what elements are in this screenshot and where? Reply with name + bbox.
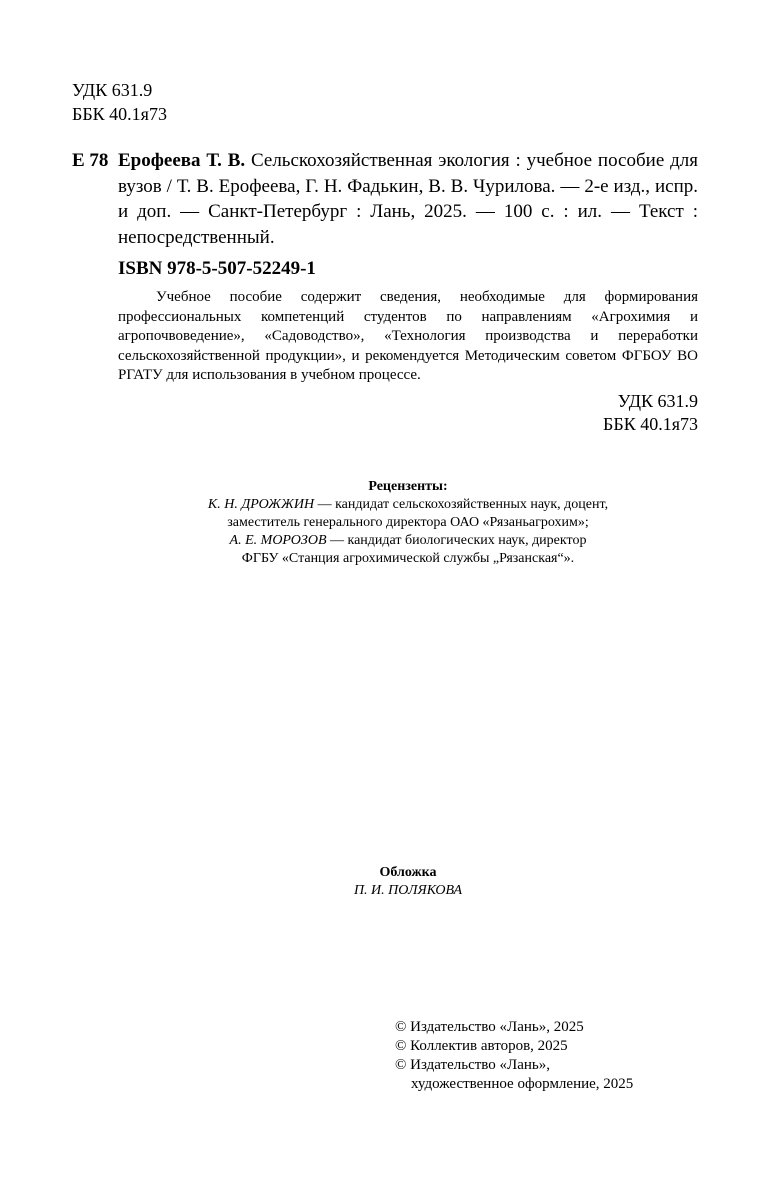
cover-title: Обложка	[379, 865, 437, 880]
copyright-line-3: © Издательство «Лань»,	[395, 1057, 550, 1073]
reviewer-2-desc: — кандидат биологических наук, директор	[326, 533, 587, 548]
classification-top	[72, 78, 167, 126]
bbk-code: ББК 40.1я73	[72, 104, 167, 124]
copyright-block	[395, 1018, 633, 1094]
classification-right	[498, 390, 698, 436]
annotation: Учебное пособие содержит сведения, необходимые для формирования профессиональных компетенций студентов по направлениям «Агрохимия и агропочвоведение», «Садоводство», «Технология производства и переработки сельскохозяйственной продукции», и рекомендуется Методическим советом ФГБОУ ВО РГАТУ для использования в учебном процессе.	[118, 289, 698, 383]
isbn: ISBN 978-5-507-52249-1	[118, 258, 316, 279]
author-name: Ерофеева Т. В.	[118, 150, 246, 171]
copyright-line-2: © Коллектив авторов, 2025	[395, 1038, 568, 1054]
udk-code-right: УДК 631.9	[617, 391, 698, 411]
reviewer-1-name: К. Н. ДРОЖЖИН	[207, 497, 315, 512]
reviewer-1-desc: — кандидат сельскохозяйственных наук, доцент,	[314, 497, 609, 512]
bibliographic-record	[118, 148, 698, 250]
bibliographic-description: Сельскохозяйственная экология : учебное пособие для вузов / Т. В. Ерофеева, Г. Н. Фадькин, В. В. Чурилова. — 2-е изд., испр. и доп. — Санкт-Петербург : Лань, 2025. — 100 с. : ил. — Текст : непосредственный.	[118, 150, 698, 248]
author-sign: Е 78	[72, 150, 109, 171]
reviewer-2-name: А. Е. МОРОЗОВ	[229, 533, 327, 548]
reviewers-title: Рецензенты:	[368, 479, 448, 494]
cover-designer: П. И. ПОЛЯКОВА	[353, 883, 463, 898]
udk-code: УДК 631.9	[72, 80, 153, 100]
reviewer-2-desc-2: ФГБУ «Станция агрохимической службы „Рязанская“».	[241, 551, 575, 566]
reviewers-block	[118, 478, 698, 568]
reviewer-1-desc-2: заместитель генерального директора ОАО «Рязаньагрохим»;	[227, 515, 589, 530]
bbk-code-right: ББК 40.1я73	[603, 414, 698, 434]
reviewer-2	[118, 532, 698, 550]
copyright-line-4: художественное оформление, 2025	[411, 1076, 634, 1092]
copyright-line-1: © Издательство «Лань», 2025	[395, 1019, 584, 1035]
cover-credit	[118, 864, 698, 900]
reviewer-1	[118, 496, 698, 514]
